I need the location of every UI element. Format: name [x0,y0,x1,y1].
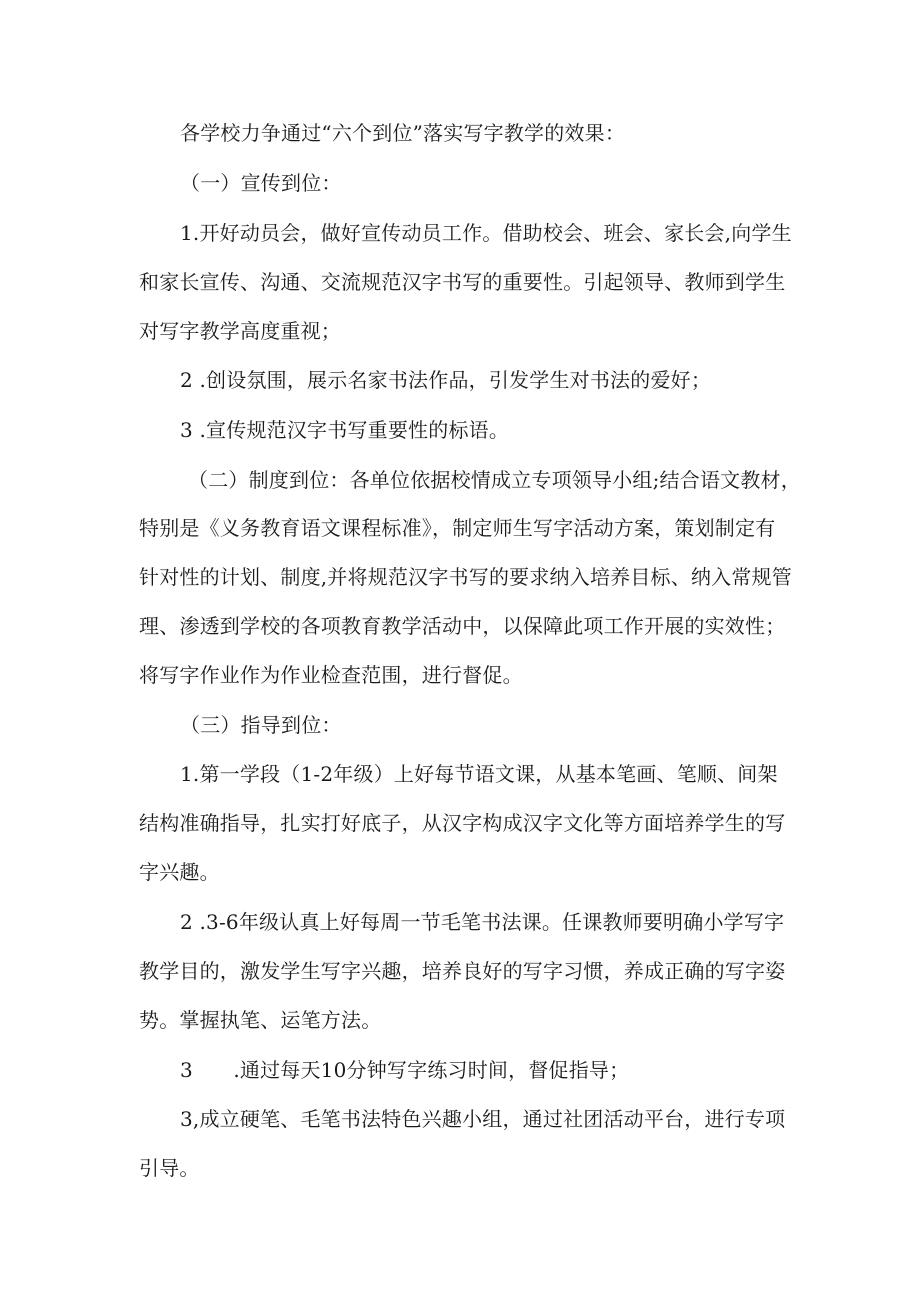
paragraph-line: 3 .通过每天10分钟写字练习时间，督促指导； [180,1058,630,1082]
section-heading-guidance: （三）指导到位： [180,713,342,737]
paragraph-line: 3,成立硬笔、毛笔书法特色兴趣小组，通过社团活动平台，进行专项 [180,1107,786,1131]
paragraph-line: 将写字作业作为作业检查范围，进行督促。 [139,663,523,687]
paragraph-line: 2 .3-6年级认真上好每周一节毛笔书法课。任课教师要明确小学写字 [180,910,785,934]
paragraph-line: 理、渗透到学校的各项教育教学活动中，以保障此项工作开展的实效性； [139,614,786,638]
paragraph-line: 特别是《义务教育语文课程标准》，制定师生写字活动方案，策划制定有 [139,516,776,540]
paragraph-line: 字兴趣。 [139,860,220,884]
paragraph-line: 1.第一学段（1-2年级）上好每节语文课，从基本笔画、笔顺、间架 [180,762,778,786]
paragraph-line: 结构准确指导，扎实打好底子，从汉字构成汉字文化等方面培养学生的写 [139,811,786,835]
paragraph-line: 2 .创设氛围，展示名家书法作品，引发学生对书法的爱好； [180,368,712,392]
intro-line: 各学校力争通过“六个到位”落实写字教学的效果： [180,121,626,145]
paragraph-line: 势。掌握执笔、运笔方法。 [139,1008,382,1032]
paragraph-line: 和家长宣传、沟通、交流规范汉字书写的重要性。引起领导、教师到学生 [139,270,786,294]
section-heading-system: （二）制度到位：各单位依据校情成立专项领导小组;结合语文教材， [188,468,801,492]
paragraph-line: 引导。 [139,1156,200,1180]
paragraph-line: 教学目的，激发学生写字兴趣，培养良好的写字习惯，养成正确的写字姿 [139,959,786,983]
paragraph-line: 3 .宣传规范汉字书写重要性的标语。 [180,418,510,442]
paragraph-line: 针对性的计划、制度,并将规范汉字书写的要求纳入培养目标、纳入常规管 [139,565,792,589]
paragraph-line: 对写字教学高度重视； [139,319,341,343]
paragraph-line: 1.开好动员会，做好宣传动员工作。借助校会、班会、家长会,向学生 [180,221,792,245]
section-heading-publicity: （一）宣传到位： [180,171,342,195]
